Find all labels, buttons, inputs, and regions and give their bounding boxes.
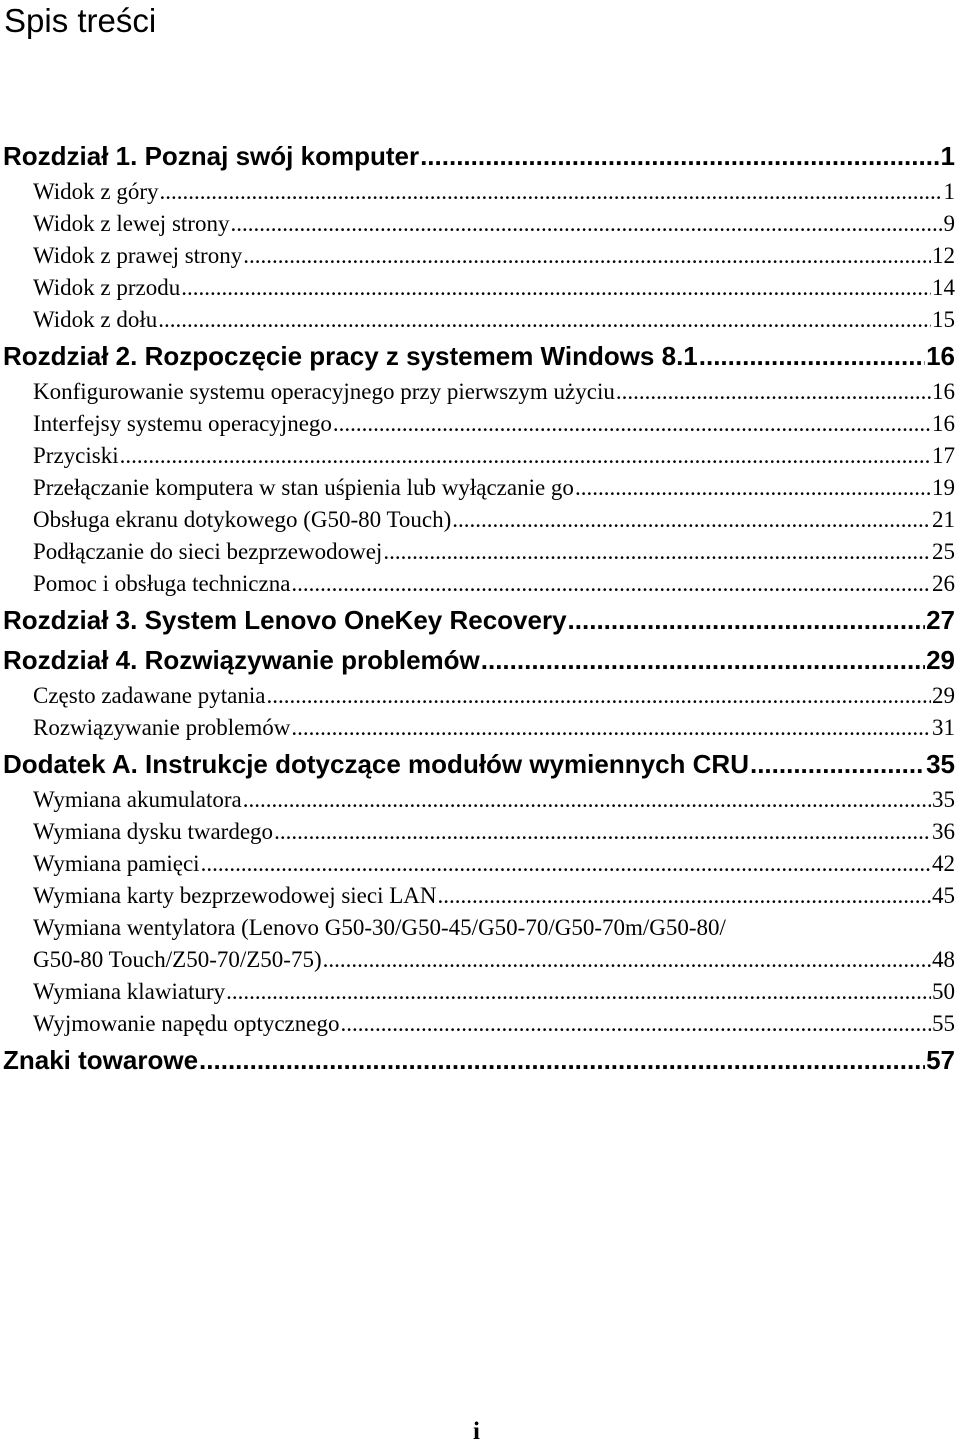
toc-entry-text: Widok z lewej strony [33, 211, 230, 236]
toc-entry-text: Widok z góry [33, 179, 159, 204]
toc-entry-text: Znaki towarowe [3, 1045, 199, 1075]
toc-page-number: 1 [940, 141, 955, 171]
toc-page-number: 17 [932, 443, 955, 468]
toc-page-number: 36 [932, 819, 955, 844]
toc-section-przyciski[interactable] [33, 440, 955, 472]
toc-entry-text: Wymiana karty bezprzewodowej sieci LAN [33, 883, 437, 908]
dot-leader [438, 880, 931, 912]
toc-page-number: 42 [932, 851, 955, 876]
toc-entry-text: Wyjmowanie napędu optycznego [33, 1011, 340, 1036]
toc-page-number: 29 [926, 645, 955, 675]
toc-chapter-4[interactable] [3, 644, 955, 676]
toc-section-czesto-zadawane-pytania[interactable] [33, 680, 955, 712]
toc-page-number: 19 [932, 475, 955, 500]
dot-leader [699, 340, 925, 372]
toc-page-number: 16 [932, 379, 955, 404]
toc-page-number: 15 [932, 307, 955, 332]
toc-section-siec-bezprzewodowa[interactable] [33, 536, 955, 568]
toc-entry-text: Wymiana wentylatora (Lenovo G50-30/G50-45/G50-70/G50-70m/G50-80/ [33, 915, 726, 940]
toc-entry-text: Podłączanie do sieci bezprzewodowej [33, 539, 383, 564]
toc-page-number: 25 [932, 539, 955, 564]
toc-entry-text: Często zadawane pytania [33, 683, 266, 708]
toc-entry-text: Wymiana dysku twardego [33, 819, 274, 844]
toc-section-widok-z-prawej-strony[interactable] [33, 240, 955, 272]
dot-leader [199, 1044, 925, 1076]
toc-entry-text: Wymiana klawiatury [33, 979, 226, 1004]
toc-page-number: 35 [926, 749, 955, 779]
dot-leader [274, 816, 931, 848]
toc-entry-text: Wymiana akumulatora [33, 787, 242, 812]
toc-page-number: 57 [926, 1045, 955, 1075]
dot-leader [291, 712, 931, 744]
dot-leader [452, 504, 931, 536]
toc-page-number: 16 [932, 411, 955, 436]
toc-page-number: 14 [932, 275, 955, 300]
dot-leader [226, 976, 931, 1008]
dot-leader [383, 536, 931, 568]
footer-page-number: i [473, 1418, 480, 1445]
toc-page-number: 1 [943, 179, 955, 204]
toc-entry-text: Rozdział 4. Rozwiązywanie problemów [3, 645, 480, 675]
dot-leader [243, 784, 931, 816]
dot-leader [230, 208, 942, 240]
dot-leader [568, 604, 926, 636]
toc-section-widok-z-przodu[interactable] [33, 272, 955, 304]
toc-page-number: 27 [926, 605, 955, 635]
dot-leader [481, 644, 925, 676]
toc-section-przelaczanie[interactable] [33, 472, 955, 504]
dot-leader [750, 748, 925, 780]
toc-page-number: 29 [932, 683, 955, 708]
toc-entry-text: Rozwiązywanie problemów [33, 715, 291, 740]
dot-leader [243, 240, 931, 272]
toc-section-widok-z-gory[interactable] [33, 176, 955, 208]
toc-entry-text: Widok z dołu [33, 307, 158, 332]
toc-page-number: 48 [932, 947, 955, 972]
toc-page-number: 9 [943, 211, 955, 236]
toc-chapter-3[interactable] [3, 604, 955, 636]
toc-section-konfigurowanie[interactable] [33, 376, 955, 408]
toc-chapter-1[interactable] [3, 140, 955, 172]
toc-entry-text: Dodatek A. Instrukcje dotyczące modułów wymiennych CRU [3, 749, 749, 779]
toc-entry-text: Konfigurowanie systemu operacyjnego przy pierwszym użyciu [33, 379, 615, 404]
toc-section-wyjmowanie-napedu[interactable] [33, 1008, 955, 1040]
toc-page-number: 16 [926, 341, 955, 371]
dot-leader [333, 408, 931, 440]
toc-section-widok-z-lewej-strony[interactable] [33, 208, 955, 240]
toc-entry-text: Rozdział 1. Poznaj swój komputer [3, 141, 420, 171]
toc-section-ekran-dotykowy[interactable] [33, 504, 955, 536]
toc-page-number: 55 [932, 1011, 955, 1036]
toc-entry-text: Widok z prawej strony [33, 243, 243, 268]
toc-entry-text: Widok z przodu [33, 275, 181, 300]
toc-page-number: 12 [932, 243, 955, 268]
dot-leader [575, 472, 931, 504]
toc-section-pomoc[interactable] [33, 568, 955, 600]
page-title: Spis treści [4, 2, 157, 39]
dot-leader [323, 944, 931, 976]
toc-section-wymiana-akumulatora[interactable] [33, 784, 955, 816]
toc-page-number: 21 [932, 507, 955, 532]
toc-page-number: 45 [932, 883, 955, 908]
toc-entry-text: Pomoc i obsługa techniczna [33, 571, 291, 596]
toc-trademarks[interactable] [3, 1044, 955, 1076]
toc-page-number: 50 [932, 979, 955, 1004]
toc-entry-text: Przełączanie komputera w stan uśpienia lub wyłączanie go [33, 475, 574, 500]
toc-entry-text: Obsługa ekranu dotykowego (G50-80 Touch) [33, 507, 452, 532]
dot-leader [616, 376, 931, 408]
toc-page-number: 31 [932, 715, 955, 740]
toc-appendix-a[interactable] [3, 748, 955, 780]
dot-leader [120, 440, 931, 472]
toc-section-wymiana-wentylatora[interactable] [33, 912, 955, 976]
toc-entry-text: Interfejsy systemu operacyjnego [33, 411, 332, 436]
toc-chapter-2[interactable] [3, 340, 955, 372]
toc-entry-continuation [33, 944, 955, 976]
dot-leader [160, 176, 943, 208]
dot-leader [158, 304, 931, 336]
toc-entry-text-line2: G50-80 Touch/Z50-70/Z50-75) [33, 947, 322, 972]
toc-page-number: 35 [932, 787, 955, 812]
toc-entry-text: Przyciski [33, 443, 119, 468]
toc-section-wymiana-pamieci[interactable] [33, 848, 955, 880]
toc-section-wymiana-klawiatury[interactable] [33, 976, 955, 1008]
dot-leader [201, 848, 931, 880]
dot-leader [181, 272, 931, 304]
toc-section-wymiana-karty-lan[interactable] [33, 880, 955, 912]
dot-leader [266, 680, 931, 712]
toc-section-wymiana-dysku[interactable] [33, 816, 955, 848]
toc-page-number: 26 [932, 571, 955, 596]
toc-entry-text: Rozdział 3. System Lenovo OneKey Recovery [3, 605, 567, 635]
dot-leader [420, 140, 939, 172]
toc-entry-text: Rozdział 2. Rozpoczęcie pracy z systemem Windows 8.1 [3, 341, 698, 371]
dot-leader [340, 1008, 931, 1040]
toc-section-widok-z-dolu[interactable] [33, 304, 955, 336]
toc-section-interfejsy[interactable] [33, 408, 955, 440]
toc-section-rozwiazywanie-problemow[interactable] [33, 712, 955, 744]
dot-leader [291, 568, 931, 600]
toc-entry-text: Wymiana pamięci [33, 851, 200, 876]
